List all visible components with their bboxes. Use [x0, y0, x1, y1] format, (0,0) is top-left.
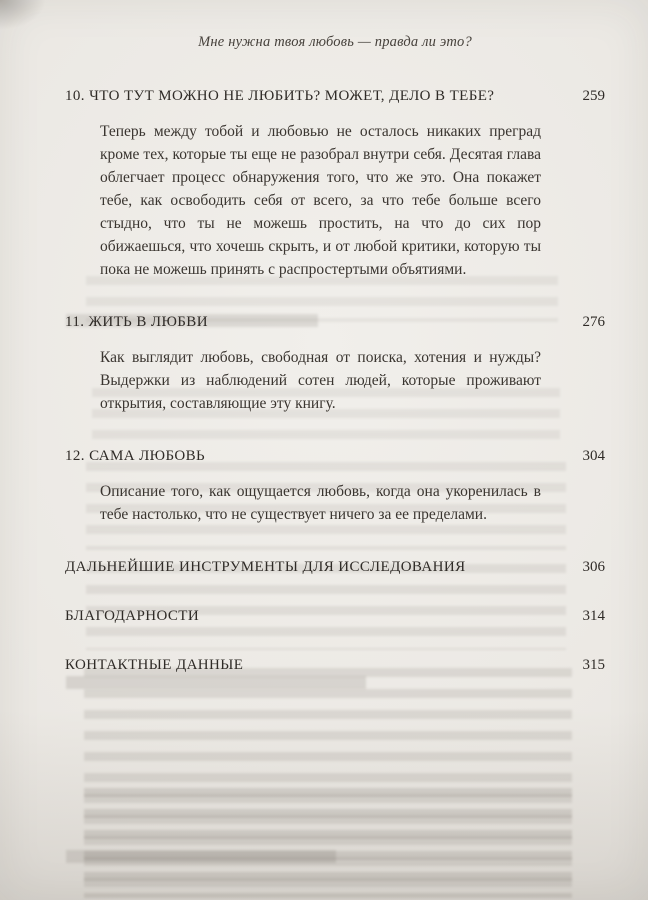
chapter-heading-row [65, 87, 605, 106]
toc-entry [65, 447, 605, 526]
section-title: КОНТАКТНЫЕ ДАННЫЕ [65, 657, 244, 673]
running-header: Мне нужна твоя любовь — правда ли это? [198, 34, 472, 50]
chapter-description: Теперь между тобой и любовью не осталось никаких преград кроме тех, которые ты еще не разобрал внутри себя. Десятая глава облегчает процесс обнаружения того, что же это. Она покажет тебе, как освободить себя от всего, за что тебе больше всего стыдно, что ты не можешь простить, на что до сих пор обижаешься, что хочешь скрыть, и от любой критики, которую ты пока не можешь принять с распростертыми объятиями. [100, 123, 541, 278]
toc-backmatter-row [65, 656, 605, 675]
chapter-heading-row [65, 313, 605, 332]
bleedthrough-lines [84, 668, 572, 898]
bleedthrough-heading [66, 850, 336, 863]
bleedthrough-heading [66, 676, 366, 689]
bleedthrough-lines [84, 788, 572, 898]
chapter-description: Как выглядит любовь, свободная от поиска, хотения и нужды? Выдержки из наблюдений сотен людей, которые проживают открытия, составляющие эту книгу. [100, 349, 541, 412]
section-page-number: 315 [582, 657, 605, 673]
section-page-number: 306 [582, 559, 605, 575]
chapter-title: 11. ЖИТЬ В ЛЮБВИ [65, 314, 208, 330]
chapter-title: 10. ЧТО ТУТ МОЖНО НЕ ЛЮБИТЬ? МОЖЕТ, ДЕЛО В ТЕБЕ? [65, 88, 495, 104]
toc-backmatter-row [65, 558, 605, 577]
toc-backmatter-row [65, 607, 605, 626]
chapter-title: 12. САМА ЛЮБОВЬ [65, 448, 206, 464]
toc-entry [65, 87, 605, 281]
section-title: БЛАГОДАРНОСТИ [65, 608, 200, 624]
chapter-heading-row [65, 447, 605, 466]
section-page-number: 314 [582, 608, 605, 624]
section-title: ДАЛЬНЕЙШИЕ ИНСТРУМЕНТЫ ДЛЯ ИССЛЕДОВАНИЯ [65, 559, 466, 575]
chapter-description: Описание того, как ощущается любовь, когда она укоренилась в тебе настолько, что не существует ничего за ее пределами. [100, 483, 541, 523]
toc-entry [65, 313, 605, 415]
chapter-page-number: 276 [582, 314, 605, 330]
table-of-contents [65, 87, 605, 675]
chapter-page-number: 304 [582, 448, 605, 464]
chapter-page-number: 259 [582, 88, 605, 104]
